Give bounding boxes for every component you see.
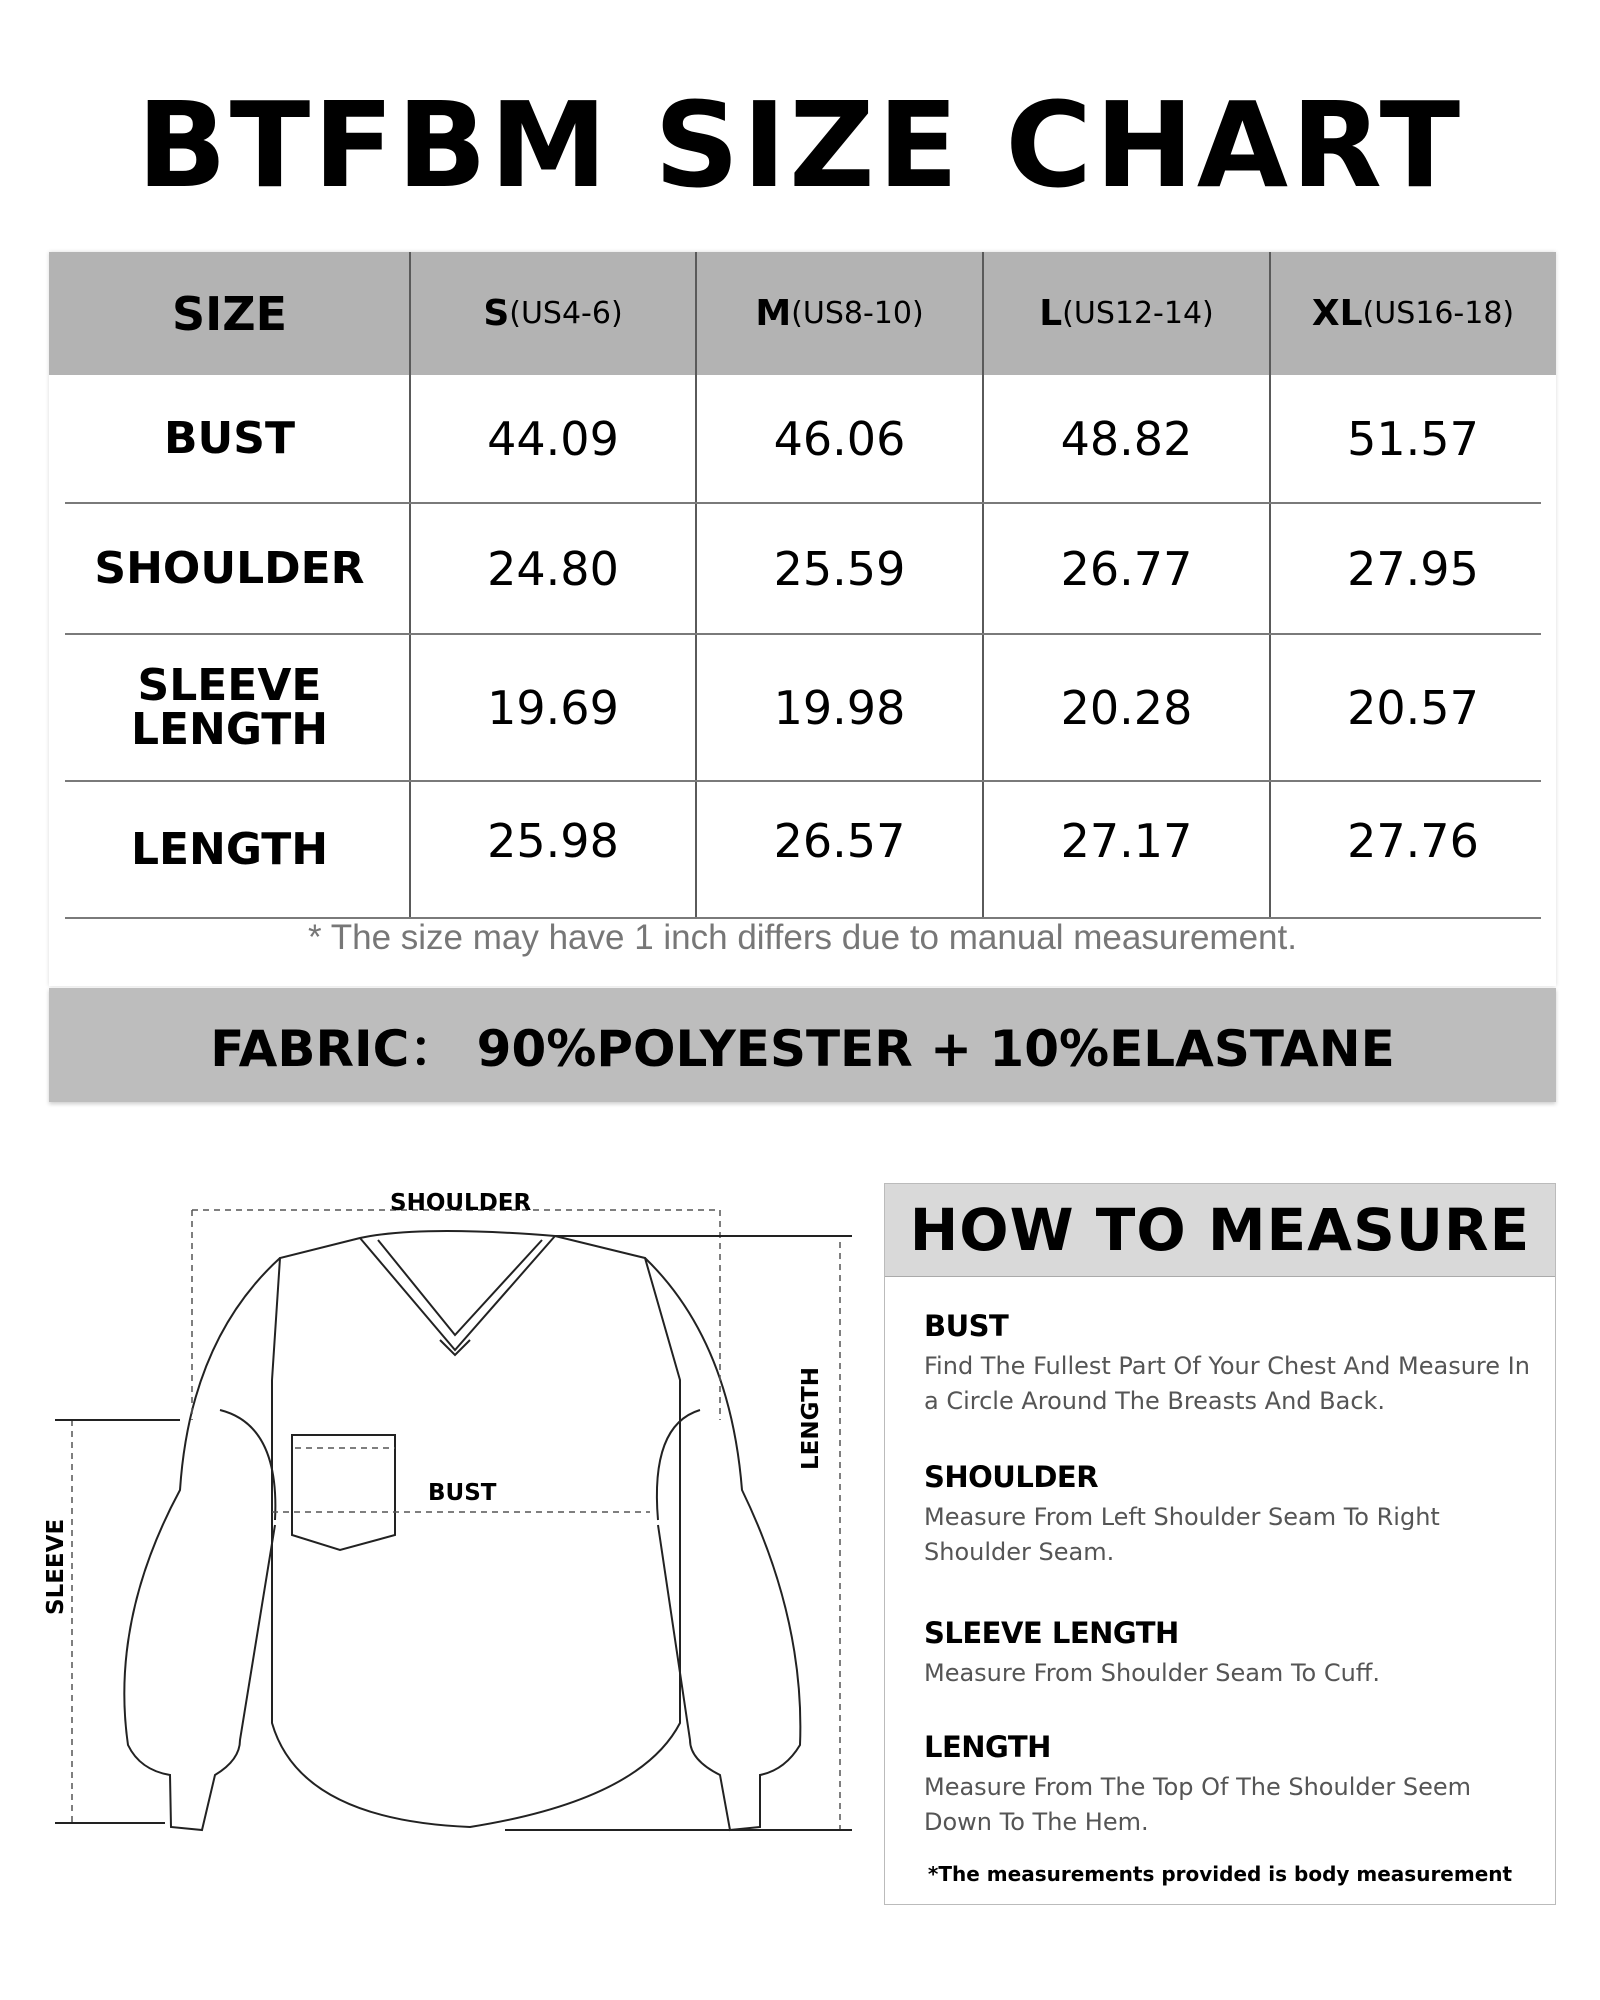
us-size: (US4-6) <box>509 296 623 331</box>
table-cell: 19.98 <box>773 680 906 735</box>
us-size: (US8-10) <box>791 296 924 331</box>
header-col-s <box>410 252 696 375</box>
us-size: (US12-14) <box>1062 296 1214 331</box>
measure-heading: BUST <box>924 1309 1009 1343</box>
measure-desc: Measure From Left Shoulder Seam To Right Shoulder Seam. <box>924 1503 1440 1566</box>
table-cell: 26.57 <box>773 814 906 868</box>
diagram-label-shoulder: SHOULDER <box>390 1190 532 1216</box>
size-code: M <box>755 293 792 334</box>
header-col-m <box>696 252 983 375</box>
fabric-banner: FABRIC： 90%POLYESTER + 10%ELASTANE <box>49 988 1556 1102</box>
table-cell: 20.28 <box>1060 680 1193 735</box>
row-label-sleeve-length: SLEEVE LENGTH <box>130 659 329 755</box>
table-cell: 46.06 <box>773 412 906 466</box>
table-cell: 27.17 <box>1060 814 1193 868</box>
table-cell: 51.57 <box>1347 412 1479 466</box>
measure-item-sleeve-length <box>924 1616 1534 1691</box>
divider <box>409 252 411 918</box>
sweater-outline-icon <box>40 1170 860 1850</box>
measure-desc: Find The Fullest Part Of Your Chest And Measure In a Circle Around The Breasts And Back. <box>924 1352 1530 1415</box>
header-col-xl <box>1270 252 1556 375</box>
measure-heading: SHOULDER <box>924 1460 1099 1494</box>
table-cell: 27.76 <box>1347 814 1479 868</box>
row-label-shoulder: SHOULDER <box>94 542 365 594</box>
header-col-l <box>983 252 1270 375</box>
divider <box>695 252 697 918</box>
table-cell: 26.77 <box>1060 541 1193 596</box>
measurement-note: * The size may have 1 inch differs due to manual measurement. <box>308 918 1297 957</box>
measure-desc: Measure From Shoulder Seam To Cuff. <box>924 1659 1380 1687</box>
divider <box>1269 252 1271 918</box>
size-code: XL <box>1311 293 1363 334</box>
size-code: S <box>483 293 510 334</box>
row-label-length: LENGTH <box>130 823 329 875</box>
table-cell: 48.82 <box>1060 412 1193 466</box>
divider <box>65 780 1541 782</box>
measure-desc: Measure From The Top Of The Shoulder Seem Down To The Hem. <box>924 1773 1471 1836</box>
table-cell: 24.80 <box>487 541 619 596</box>
header-size: SIZE <box>171 286 288 341</box>
table-cell: 20.57 <box>1347 680 1479 735</box>
us-size: (US16-18) <box>1362 296 1515 331</box>
divider <box>65 502 1541 504</box>
divider <box>982 252 984 918</box>
page-title: BTFBM SIZE CHART <box>136 76 1464 214</box>
measure-item-length <box>924 1730 1534 1840</box>
diagram-label-length: LENGTH <box>798 1366 824 1470</box>
diagram-label-bust: BUST <box>428 1480 497 1506</box>
garment-diagram <box>40 1170 860 1850</box>
size-table <box>49 252 1556 986</box>
size-code: L <box>1039 293 1063 334</box>
body-measurement-note: *The measurements provided is body measurement <box>927 1862 1513 1886</box>
table-cell: 19.69 <box>487 680 619 735</box>
row-label-bust: BUST <box>164 413 295 464</box>
measure-item-bust <box>924 1309 1534 1419</box>
table-cell: 25.98 <box>487 814 619 868</box>
measure-heading: LENGTH <box>924 1730 1051 1764</box>
measure-heading: SLEEVE LENGTH <box>924 1616 1179 1650</box>
how-to-measure-panel <box>884 1183 1556 1905</box>
measure-item-shoulder <box>924 1460 1534 1570</box>
table-cell: 27.95 <box>1347 541 1479 596</box>
how-to-measure-title: HOW TO MEASURE <box>885 1184 1555 1277</box>
table-cell: 25.59 <box>773 541 906 596</box>
table-cell: 44.09 <box>487 412 619 466</box>
diagram-label-sleeve: SLEEVE <box>43 1518 69 1615</box>
divider <box>65 633 1541 635</box>
